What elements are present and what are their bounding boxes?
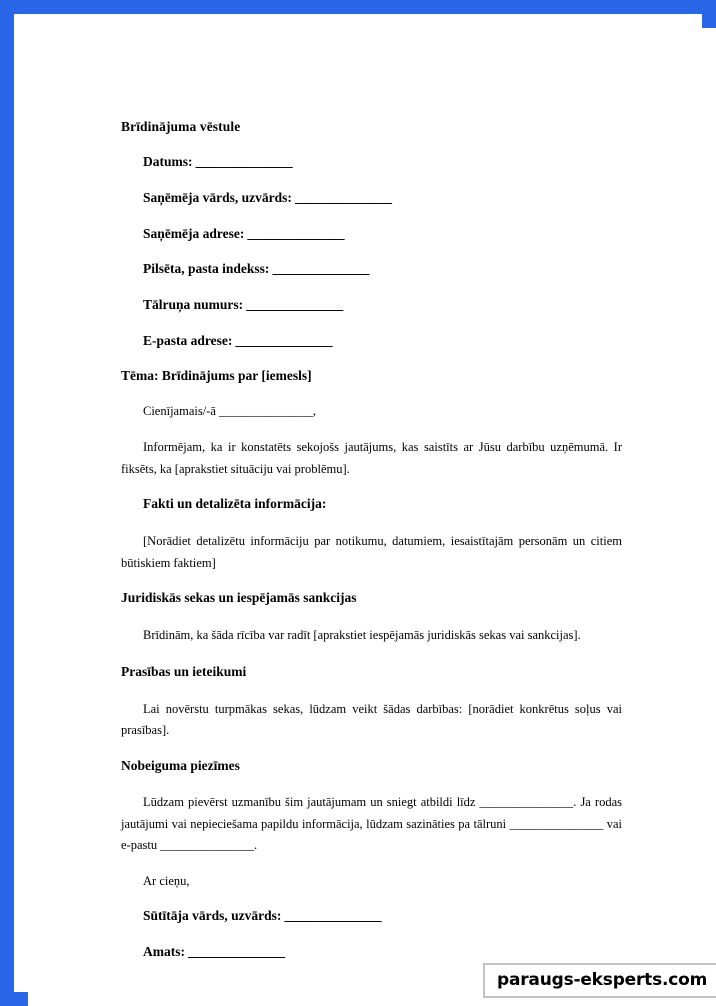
field-city-postal-label: Pilsēta, pasta indekss: (143, 261, 270, 277)
watermark-badge: paraugs-eksperts.com (483, 963, 716, 998)
field-recipient-name (121, 190, 622, 206)
field-email-label: E-pasta adrese: (143, 332, 233, 348)
field-position-blank: _______________ (185, 943, 285, 959)
intro-paragraph: Informējam, ka ir konstatēts sekojošs jautājums, kas saistīts ar Jūsu darbību uzņēmumā. Ir fiksēts, ka [aprakstiet situāciju vai problēmu]. (121, 440, 622, 476)
field-position-label: Amats: (143, 943, 185, 959)
field-recipient-address (121, 226, 622, 242)
facts-heading: Fakti un detalizēta informācija: (143, 496, 327, 512)
legal-consequences-heading: Juridiskās sekas un iespējamās sankcijas (121, 590, 357, 606)
field-sender-name (121, 908, 622, 924)
field-sender-name-blank: _______________ (281, 908, 382, 924)
field-email (121, 333, 622, 349)
field-recipient-address-label: Saņēmēja adrese: (143, 225, 245, 241)
page-title: Brīdinājuma vēstule (121, 119, 241, 134)
subject-heading: Tēma: Brīdinājums par [iemesls] (121, 368, 312, 384)
field-phone-blank: _______________ (243, 296, 343, 312)
field-sender-name-label: Sūtītāja vārds, uzvārds: (143, 908, 282, 924)
requirements-heading: Prasības un ieteikumi (121, 663, 247, 679)
field-phone-label: Tālruņa numurs: (143, 296, 244, 312)
field-recipient-name-label: Saņēmēja vārds, uzvārds: (143, 189, 292, 205)
field-city-postal-blank: _______________ (269, 261, 370, 277)
requirements-paragraph: Lai novērstu turpmākas sekas, lūdzam veikt šādas darbības: [norādiet konkrētus soļus vai prasības]. (121, 701, 622, 738)
closing-notes-heading: Nobeiguma piezīmes (121, 757, 240, 773)
field-recipient-address-blank: _______________ (244, 225, 345, 241)
field-datums-blank: _______________ (192, 154, 293, 170)
closing-notes-paragraph: Lūdzam pievērst uzmanību šim jautājumam un sniegt atbildi līdz _______________. Ja rodas jautājumi vai nepieciešama papildu informācija, lūdzam sazināties pa tālruni _______________ vai e-pastu _______________. (121, 795, 622, 853)
field-phone (121, 297, 622, 313)
facts-paragraph: [Norādiet detalizētu informāciju par notikumu, datumiem, iesaistītajām personām un citiem būtiskiem faktiem] (121, 534, 622, 570)
field-email-blank: _______________ (232, 332, 333, 348)
document-body (121, 119, 622, 980)
salutation-line: Cienījamais/-ā _______________, (143, 404, 316, 419)
sign-off-line: Ar cieņu, (143, 873, 190, 888)
legal-consequences-paragraph: Brīdinām, ka šāda rīcība var radīt [aprakstiet iespējamās juridiskās sekas vai sankcijas]. (143, 628, 581, 643)
field-datums (121, 154, 622, 170)
field-datums-label: Datums: (143, 154, 193, 170)
field-city-postal (121, 261, 622, 277)
document-sheet (28, 28, 716, 1006)
field-position (121, 944, 622, 960)
field-recipient-name-blank: _______________ (291, 189, 392, 205)
